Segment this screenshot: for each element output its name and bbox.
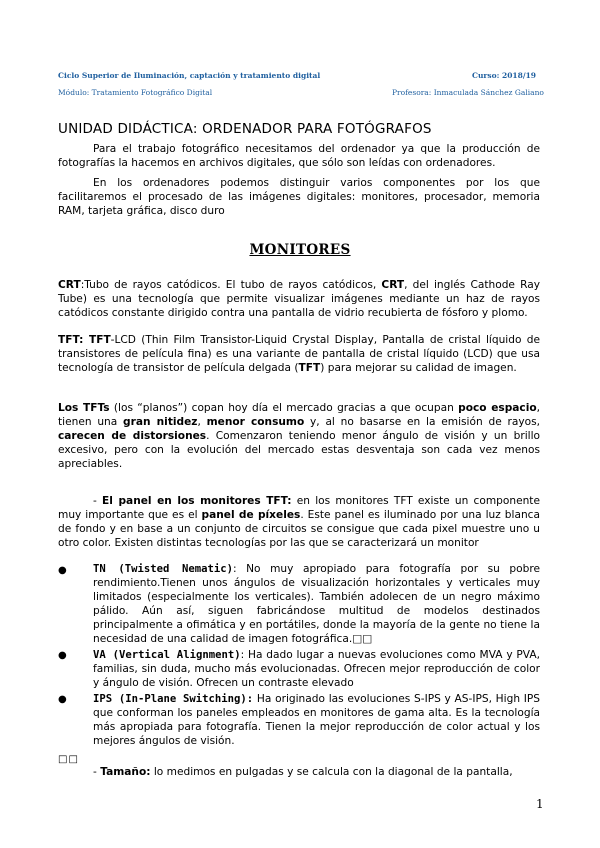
header-teacher: Profesora: Inmaculada Sánchez Galiano <box>392 88 544 97</box>
panel-paragraph <box>58 494 540 550</box>
bullet-tn-text: : No muy apropiado para fotografía por su pobre rendimiento.Tienen unos ángulos de visualización horizontales y verticales muy limitados (especialmente los verticales). También adolecen de un negro máximo pálido. Aún así, siguen fabricándose multitud de modelos destinados principalmente a ofimática y en portátiles, donde la mayoría de la gente no tiene la necesidad de una calidad de imagen fotográfica.□□ <box>93 563 540 645</box>
tfts-bold-3: gran nitidez <box>123 416 198 428</box>
intro-paragraph-1: Para el trabajo fotográfico necesitamos del ordenador ya que la producción de fotografías la hacemos en archivos digitales, que sólo son leídas con ordenadores. <box>58 143 540 169</box>
bullet-dot-icon: ● <box>58 565 67 576</box>
intro-paragraph-2: En los ordenadores podemos distinguir varios componentes por los que facilitaremos el procesado de las imágenes digitales: monitores, procesador, memoria RAM, tarjeta gráfica, disco duro <box>58 177 540 217</box>
panel-text-1: en los monitores TFT existe un componente muy importante que es el <box>58 495 540 521</box>
placeholder-boxes: □□ <box>58 754 79 765</box>
tfts-text-3: , <box>197 416 207 428</box>
tfts-bold-2: poco espacio <box>458 402 537 414</box>
section-title: MONITORES <box>249 242 351 258</box>
tft-text-2: ) para mejorar su calidad de imagen. <box>320 362 517 374</box>
header-module: Módulo: Tratamiento Fotográfico Digital <box>58 88 213 97</box>
tft-paragraph <box>58 333 540 375</box>
bullet-dot-icon: ● <box>58 650 67 661</box>
tft-label: TFT: TFT <box>58 334 111 346</box>
panel-text-2: . Este panel es iluminado por una luz blanca de fondo y en base a un conjunto de circuitos se consigue que cada pixel muestre uno u otro color. Existen distintas tecnologías por las que se caracterizará un monitor <box>58 509 540 549</box>
bullet-va-text: : Ha dado lugar a nuevas evoluciones como MVA y PVA, familias, sin duda, mucho más evolucionadas. Ofrecen mejor reproducción de color y ángulo de visión. Ofrecen un contraste elevado <box>93 649 540 689</box>
tfts-paragraph <box>58 401 540 471</box>
panel-dash: - <box>93 495 103 507</box>
header-cycle: Ciclo Superior de Iluminación, captación y tratamiento digital <box>58 71 321 80</box>
tfts-bold-4: menor consumo <box>206 416 305 428</box>
page-title: UNIDAD DIDÁCTICA: ORDENADOR PARA FOTÓGRAFOS <box>58 121 432 137</box>
bullet-item-tn <box>93 562 540 646</box>
tamano-paragraph <box>58 765 540 779</box>
crt-bold: CRT <box>381 279 405 291</box>
tft-text-1: -LCD (Thin Film Transistor-Liquid Crystal Display, Pantalla de cristal líquido de transistores de película fina) es una variante de pantalla de cristal líquido (LCD) que usa tecnología de transistor de película delgada ( <box>58 334 540 374</box>
bullet-item-ips <box>93 692 540 748</box>
tfts-bold-1: Los TFTs <box>58 402 110 414</box>
bullet-item-va <box>93 648 540 690</box>
bullet-ips-term: IPS (In-Plane Switching): <box>93 693 254 705</box>
header-course: Curso: 2018/19 <box>472 71 537 80</box>
bullet-ips-text: Ha originado las evoluciones S-IPS y AS-IPS, High IPS que conforman los paneles empleados en monitores de gama alta. Es la tecnología más apropiada para fotografía. Tienen la mejor reproducción de color actual y los mejores ángulos de visión. <box>93 693 541 747</box>
tamano-dash: - <box>93 766 101 778</box>
tfts-text-2: , tienen una <box>58 402 540 428</box>
crt-text-2: , del inglés Cathode Ray Tube) es una tecnología que permite visualizar imágenes mediante un haz de rayos catódicos constante dirigido contra una pantalla de vidrio recubierta de fósforo y plomo. <box>58 279 540 319</box>
bullet-dot-icon: ● <box>58 694 67 705</box>
crt-text-1: :Tubo de rayos catódicos. El tubo de rayos catódicos, <box>80 279 382 291</box>
tfts-text-5: . Comenzaron teniendo menor ángulo de visión y un brillo excesivo, pero con la evolución del mercado estas desventaja son cada vez menos apreciables. <box>58 430 541 470</box>
bullet-va-term: VA (Vertical Alignment) <box>93 649 241 661</box>
tamano-bold: Tamaño: <box>100 766 151 778</box>
tfts-text-4: y, al no basarse en la emisión de rayos, <box>304 416 540 428</box>
tamano-text: lo medimos en pulgadas y se calcula con la diagonal de la pantalla, <box>150 766 513 778</box>
tfts-text-1: (los “planos”) copan hoy día el mercado gracias a que ocupan <box>109 402 459 414</box>
tfts-bold-5: carecen de distorsiones <box>58 430 207 442</box>
page-number: 1 <box>536 797 544 811</box>
crt-label: CRT <box>58 279 81 291</box>
panel-bold-2: panel de píxeles <box>201 509 301 521</box>
crt-paragraph <box>58 278 540 320</box>
bullet-tn-term: TN (Twisted Nematic) <box>93 563 233 575</box>
panel-bold-1: El panel en los monitores TFT: <box>102 495 292 507</box>
tft-bold: TFT <box>298 362 321 374</box>
